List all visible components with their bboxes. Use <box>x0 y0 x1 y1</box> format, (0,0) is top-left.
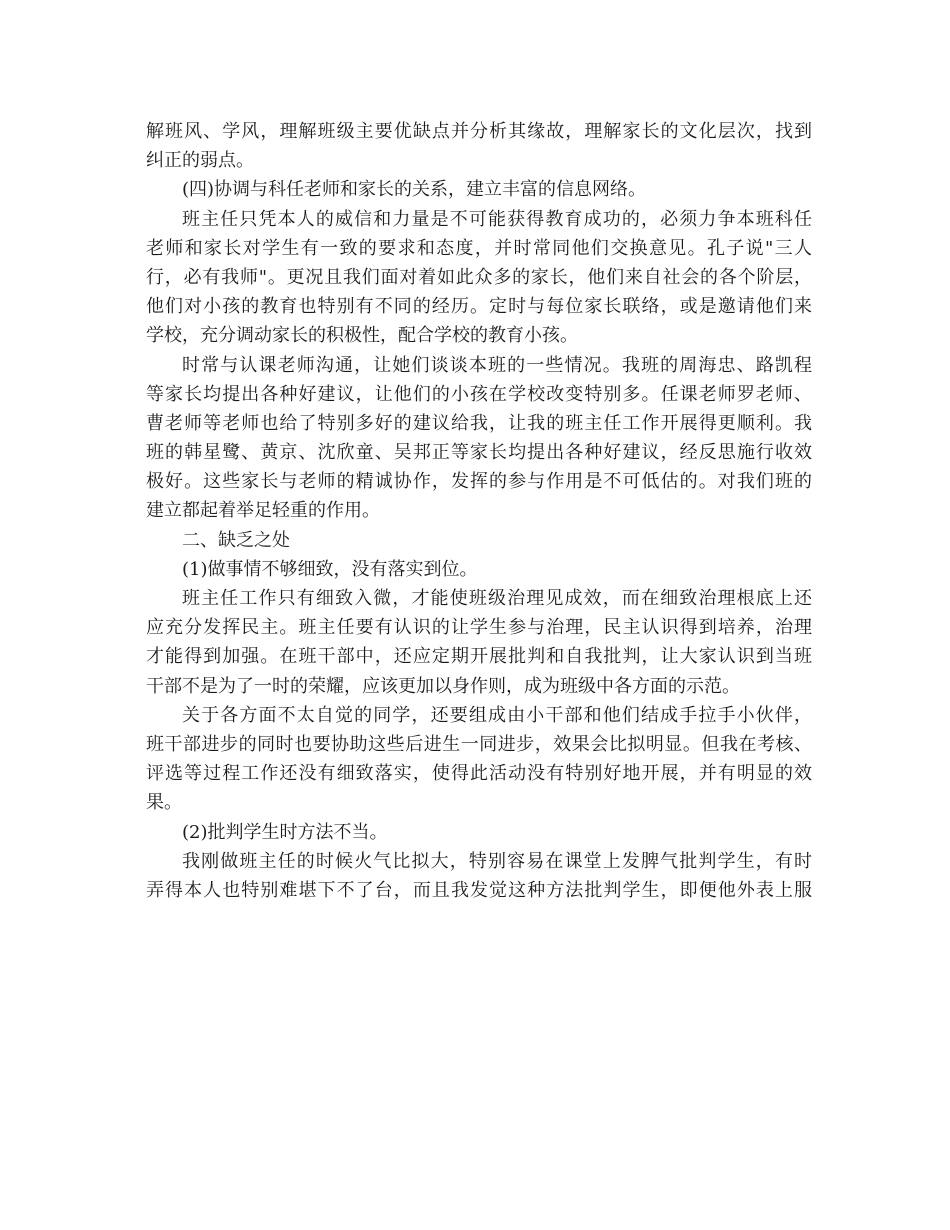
text-line: 评选等过程工作还没有细致落实，使得此活动没有特别好地开展，并有明显的效 <box>146 763 812 785</box>
text-line: 他们对小孩的教育也特别有不同的经历。定时与每位家长联络，或是邀请他们来 <box>146 296 812 318</box>
text-line: 班的韩星鹭、黄京、沈欣童、吴邦正等家长均提出各种好建议，经反思施行收效 <box>146 442 812 464</box>
text-line: 等家长均提出各种好建议，让他们的小孩在学校改变特别多。任课老师罗老师、 <box>146 383 812 405</box>
text-line: 老师和家长对学生有一致的要求和态度，并时常同他们交换意见。孔子说"三人 <box>146 237 812 259</box>
text-line: 解班风、学风，理解班级主要优缺点并分析其缘故，理解家长的文化层次，找到 <box>146 121 812 142</box>
text-line: (1)做事情不够细致，没有落实到位。 <box>182 558 478 580</box>
text-line: 班主任工作只有细致入微，才能使班级治理见成效，而在细致治理根底上还 <box>182 588 812 609</box>
text-line: 行，必有我师"。更况且我们面对着如此众多的家长，他们来自社会的各个阶层， <box>146 266 812 288</box>
text-line: 学校，充分调动家长的积极性，配合学校的教育小孩。 <box>146 325 578 347</box>
text-line: 班主任只凭本人的威信和力量是不可能获得教育成功的，必须力争本班科任 <box>182 208 812 230</box>
text-line: (2)批判学生时方法不当。 <box>182 821 388 843</box>
text-line: 班干部进步的同时也要协助这些后进生一同进步，效果会比拟明显。但我在考核、 <box>146 733 812 755</box>
text-line: 干部不是为了一时的荣耀，应该更加以身作则，成为班级中各方面的示范。 <box>146 675 740 697</box>
text-line: 时常与认课老师沟通，让她们谈谈本班的一些情况。我班的周海忠、路凯程 <box>182 354 812 376</box>
body-text <box>146 117 812 905</box>
text-line: 我刚做班主任的时候火气比拟大，特别容易在课堂上发脾气批判学生，有时 <box>182 850 812 872</box>
text-line: 纠正的弱点。 <box>146 150 254 172</box>
text-line: 果。 <box>146 792 182 814</box>
text-line: 建立都起着举足轻重的作用。 <box>146 500 380 522</box>
text-line: 关于各方面不太自觉的同学，还要组成由小干部和他们结成手拉手小伙伴， <box>182 704 812 726</box>
text-line: 极好。这些家长与老师的精诚协作，发挥的参与作用是不可低估的。对我们班的 <box>146 471 812 493</box>
text-line: 弄得本人也特别难堪下不了台，而且我发觉这种方法批判学生，即便他外表上服 <box>146 879 812 901</box>
text-line: 才能得到加强。在班干部中，还应定期开展批判和自我批判，让大家认识到当班 <box>146 646 812 668</box>
text-line: 二、缺乏之处 <box>182 529 290 551</box>
text-line: (四)协调与科任老师和家长的关系，建立丰富的信息网络。 <box>182 179 647 201</box>
text-line: 曹老师等老师也给了特别多好的建议给我，让我的班主任工作开展得更顺利。我 <box>146 412 812 434</box>
text-line: 应充分发挥民主。班主任要有认识的让学生参与治理，民主认识得到培养，治理 <box>146 617 812 639</box>
